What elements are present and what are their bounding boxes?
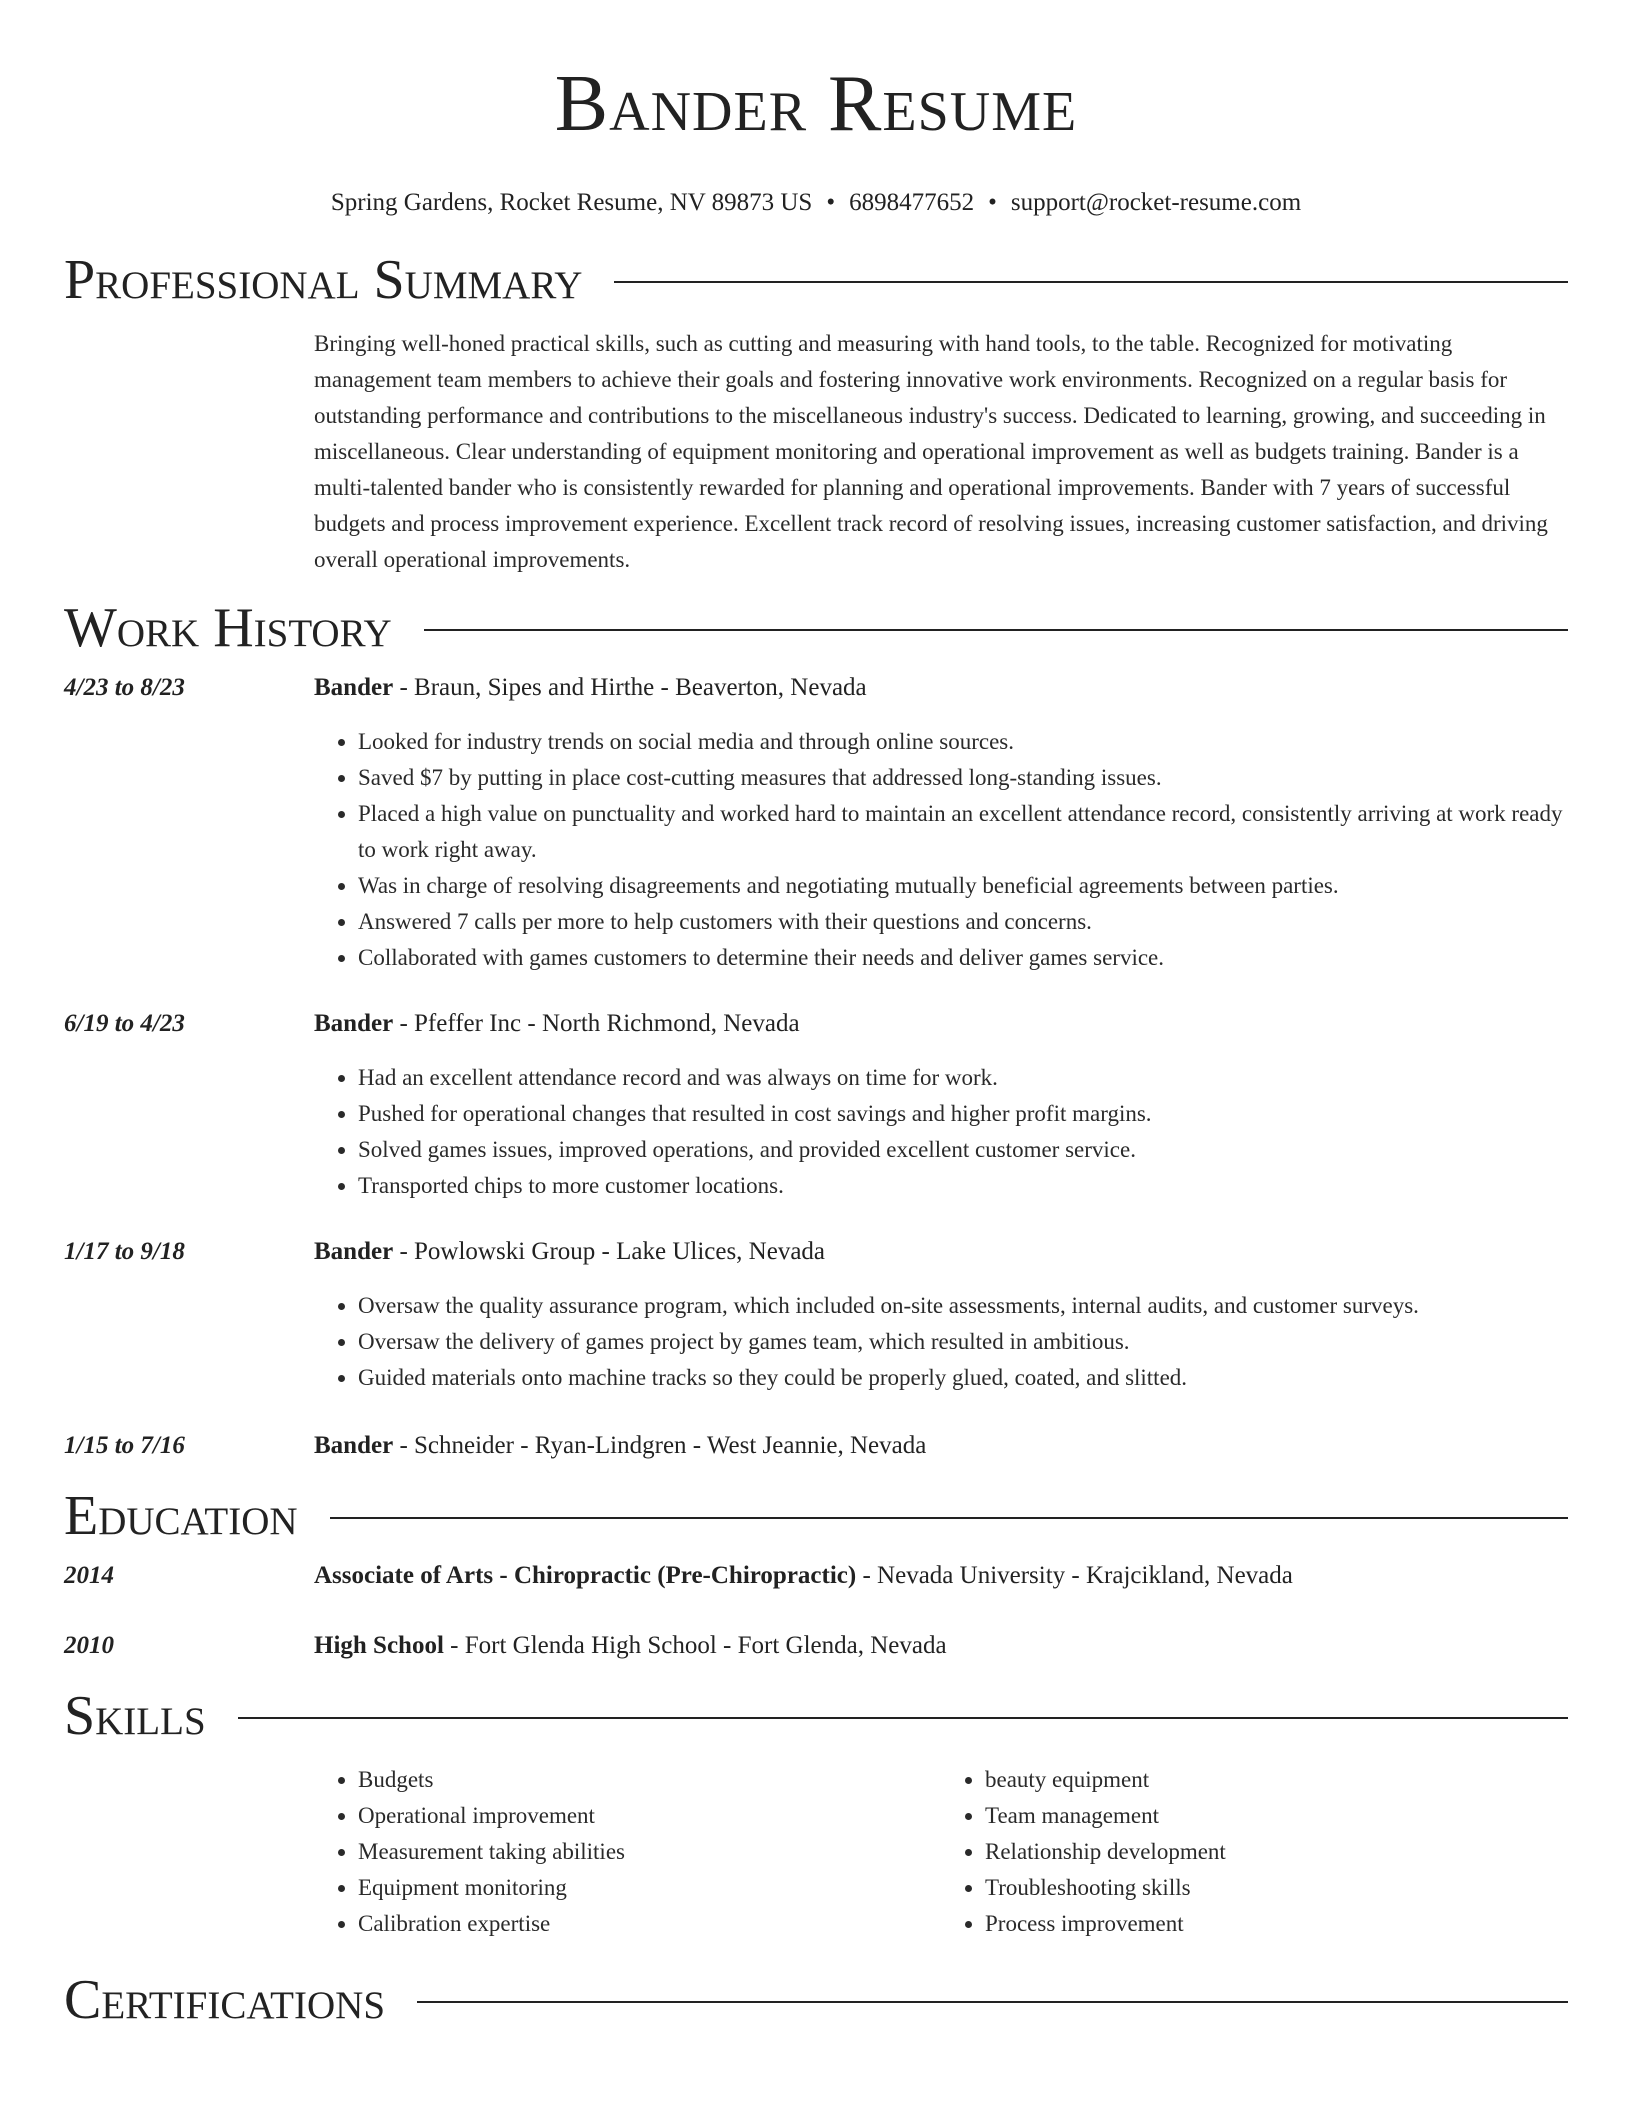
- contact-separator: •: [988, 189, 997, 216]
- job-title: Bander: [314, 1432, 394, 1459]
- address: Spring Gardens, Rocket Resume, NV 89873 US: [330, 189, 813, 216]
- contact-separator: •: [826, 189, 836, 216]
- education-degree: Associate of Arts - Chiropractic (Pre-Chiropractic): [314, 1562, 857, 1589]
- skill-item: • beauty equipment: [985, 1762, 1568, 1798]
- section-header-certifications: [64, 1968, 1568, 2032]
- job-title: Bander: [314, 1238, 394, 1265]
- phone: 6898477652: [849, 189, 975, 216]
- skills-column-right: [941, 1762, 1568, 1942]
- list-item: • Was in charge of resolving disagreements and negotiating mutually beneficial agreements between parties.: [358, 868, 1568, 904]
- job-details: - Braun, Sipes and Hirthe - Beaverton, Nevada: [393, 674, 867, 701]
- education-details: - Nevada University - Krajcikland, Nevada: [856, 1562, 1293, 1589]
- section-divider: [330, 1517, 1568, 1519]
- job-title-line: [314, 1234, 1568, 1270]
- job-bullets: [314, 724, 1568, 976]
- section-header-work: [64, 596, 1568, 660]
- education-degree: High School: [314, 1632, 444, 1659]
- list-item: • Solved games issues, improved operations, and provided excellent customer service.: [358, 1132, 1568, 1168]
- job-dates: 6/19 to 4/23: [64, 1010, 185, 1037]
- skill-item: • Measurement taking abilities: [358, 1834, 941, 1870]
- job-dates: 1/17 to 9/18: [64, 1238, 185, 1265]
- section-title: Education: [64, 1485, 298, 1547]
- skill-item: • Relationship development: [985, 1834, 1568, 1870]
- job-details: - Powlowski Group - Lake Ulices, Nevada: [393, 1238, 826, 1265]
- summary-text: Bringing well-honed practical skills, such as cutting and measuring with hand tools, to the table. Recognized for motivating management team members to achieve their goals and fostering innovative work environments. Recognized on a regular basis for outstanding performance and contributions to the miscellaneous industry's success. Dedicated to learning, growing, and succeeding in miscellaneous. Clear understanding of equipment monitoring and operational improvement as well as budgets training. Bander is a multi-talented bander who is consistently rewarded for planning and operational improvements. Bander with 7 years of successful budgets and process improvement experience. Excellent track record of resolving issues, increasing customer satisfaction, and driving overall operational improvements.: [314, 331, 1548, 572]
- job-title: Bander: [314, 674, 394, 701]
- skill-item: • Troubleshooting skills: [985, 1870, 1568, 1906]
- list-item: • Looked for industry trends on social media and through online sources.: [358, 724, 1568, 760]
- job-title-line: [314, 1006, 1568, 1042]
- list-item: • Saved $7 by putting in place cost-cutting measures that addressed long-standing issues.: [358, 760, 1568, 796]
- section-header-education: [64, 1484, 1568, 1548]
- section-title: Certifications: [64, 1969, 386, 2031]
- section-header-summary: [64, 248, 1568, 312]
- education-entry: [64, 1628, 1568, 1664]
- list-item: • Guided materials onto machine tracks so they could be properly glued, coated, and slitted.: [358, 1360, 1568, 1396]
- skill-item: • Equipment monitoring: [358, 1870, 941, 1906]
- job-entry: [64, 1428, 1568, 1464]
- job-bullets: [314, 1288, 1568, 1396]
- list-item: • Transported chips to more customer locations.: [358, 1168, 1568, 1204]
- section-divider: [417, 2001, 1568, 2003]
- job-details: - Pfeffer Inc - North Richmond, Nevada: [393, 1010, 800, 1037]
- job-entry: [64, 1234, 1568, 1396]
- resume-name: Bander Resume: [554, 60, 1078, 148]
- education-line: [314, 1628, 1568, 1664]
- section-title: Work History: [64, 597, 392, 659]
- education-entry: [64, 1558, 1568, 1594]
- contact-line: [0, 188, 1632, 218]
- job-dates: 4/23 to 8/23: [64, 674, 185, 701]
- section-divider: [238, 1717, 1568, 1719]
- skills-list: [314, 1762, 1568, 1942]
- list-item: • Placed a high value on punctuality and worked hard to maintain an excellent attendance record, consistently arriving at work ready to work right away.: [358, 796, 1568, 868]
- job-entry: [64, 1006, 1568, 1204]
- section-divider: [424, 629, 1568, 631]
- job-dates: 1/15 to 7/16: [64, 1432, 185, 1459]
- job-entry: [64, 670, 1568, 976]
- list-item: • Oversaw the delivery of games project by games team, which resulted in ambitious.: [358, 1324, 1568, 1360]
- education-details: - Fort Glenda High School - Fort Glenda, Nevada: [443, 1632, 947, 1659]
- list-item: • Answered 7 calls per more to help customers with their questions and concerns.: [358, 904, 1568, 940]
- education-line: [314, 1558, 1568, 1594]
- skill-item: • Process improvement: [985, 1906, 1568, 1942]
- education-year: 2010: [64, 1632, 114, 1659]
- job-title-line: [314, 1428, 1568, 1464]
- skill-item: • Calibration expertise: [358, 1906, 941, 1942]
- job-details: - Schneider - Ryan-Lindgren - West Jeannie, Nevada: [393, 1432, 927, 1459]
- section-title: Professional Summary: [64, 249, 583, 311]
- list-item: • Oversaw the quality assurance program, which included on-site assessments, internal audits, and customer surveys.: [358, 1288, 1568, 1324]
- email: support@rocket-resume.com: [1010, 189, 1302, 216]
- job-title: Bander: [314, 1010, 394, 1037]
- list-item: • Had an excellent attendance record and was always on time for work.: [358, 1060, 1568, 1096]
- section-header-skills: [64, 1684, 1568, 1748]
- section-title: Skills: [64, 1685, 206, 1747]
- job-bullets: [314, 1060, 1568, 1204]
- skill-item: • Team management: [985, 1798, 1568, 1834]
- list-item: • Collaborated with games customers to determine their needs and deliver games service.: [358, 940, 1568, 976]
- skills-column-left: [314, 1762, 941, 1942]
- education-year: 2014: [64, 1562, 114, 1589]
- job-title-line: [314, 670, 1568, 706]
- section-divider: [614, 281, 1568, 283]
- skill-item: • Operational improvement: [358, 1798, 941, 1834]
- list-item: • Pushed for operational changes that resulted in cost savings and higher profit margins.: [358, 1096, 1568, 1132]
- skill-item: • Budgets: [358, 1762, 941, 1798]
